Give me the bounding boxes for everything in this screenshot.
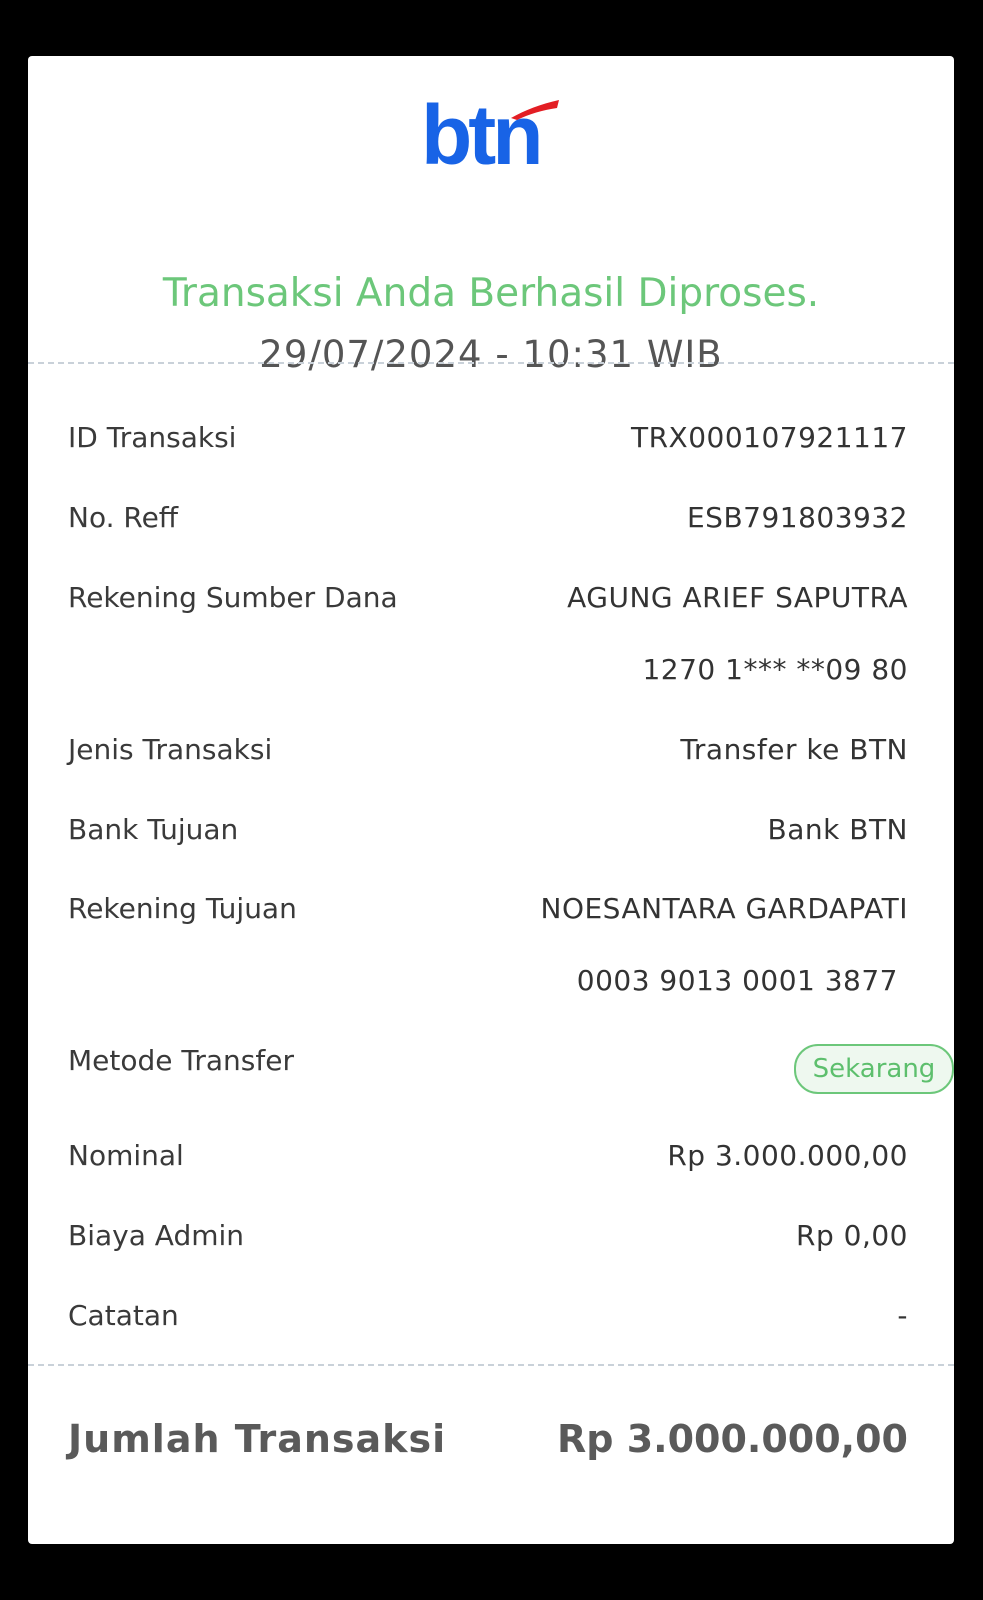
btn-logo-text: btn — [421, 88, 540, 182]
admin-fee-value: Rp 0,00 — [796, 1219, 908, 1252]
source-account-label: Rekening Sumber Dana — [68, 581, 398, 614]
transaction-type-value: Transfer ke BTN — [680, 733, 908, 766]
transaction-receipt — [28, 56, 954, 1544]
bank-logo — [28, 88, 954, 186]
success-message: Transaksi Anda Berhasil Diproses. — [162, 271, 820, 316]
note-value: - — [897, 1299, 908, 1332]
destination-bank-label: Bank Tujuan — [68, 813, 239, 846]
total-value: Rp 3.000.000,00 — [557, 1417, 908, 1461]
destination-account-name: NOESANTARA GARDAPATI — [540, 892, 908, 925]
source-account-number: 1270 1*** **09 80 — [642, 653, 908, 686]
transfer-method-badge: Sekarang — [794, 1044, 954, 1094]
top-divider — [28, 362, 954, 364]
nominal-value: Rp 3.000.000,00 — [667, 1139, 908, 1172]
admin-fee-label: Biaya Admin — [68, 1219, 245, 1252]
transaction-type-label: Jenis Transaksi — [68, 733, 273, 766]
reference-no-label: No. Reff — [68, 501, 179, 534]
transfer-method-label: Metode Transfer — [68, 1044, 294, 1077]
destination-account-label: Rekening Tujuan — [68, 892, 297, 925]
btn-logo — [421, 88, 561, 186]
reference-no-value: ESB791803932 — [686, 501, 908, 534]
note-label: Catatan — [68, 1299, 179, 1332]
source-account-name: AGUNG ARIEF SAPUTRA — [567, 581, 908, 614]
bottom-divider — [28, 1364, 954, 1366]
nominal-label: Nominal — [68, 1139, 184, 1172]
transaction-id-value: TRX000107921117 — [630, 421, 908, 454]
destination-account-number: 0003 9013 0001 3877 — [576, 964, 898, 997]
transaction-id-label: ID Transaksi — [68, 421, 237, 454]
transaction-datetime: 29/07/2024 - 10:31 WIB — [259, 333, 723, 376]
destination-bank-value: Bank BTN — [767, 813, 908, 846]
total-label: Jumlah Transaksi — [68, 1417, 447, 1461]
logo-swoosh-icon — [507, 98, 561, 120]
